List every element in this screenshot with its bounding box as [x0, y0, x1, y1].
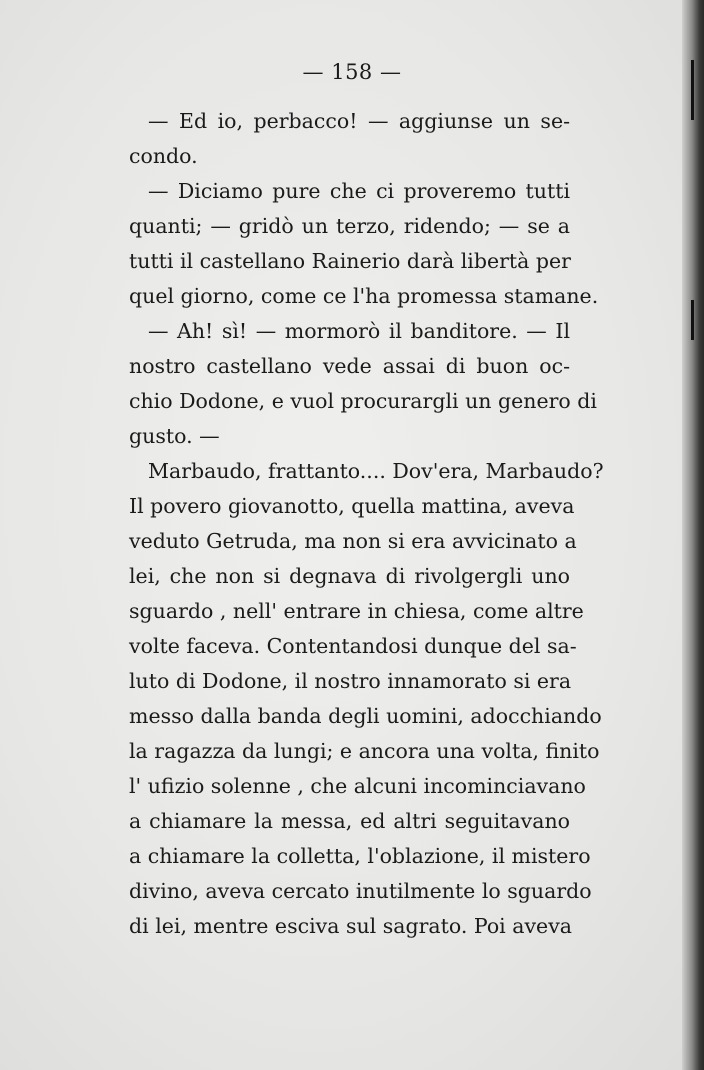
spine-mark: [691, 300, 694, 340]
text-line: Il povero giovanotto, quella mattina, aveva: [129, 494, 575, 518]
text-line: volte faceva. Contentandosi dunque del sa-: [129, 634, 577, 658]
text-line: nostro castellano vede assai di buon oc-: [129, 354, 570, 378]
page-number: — 158 —: [302, 60, 402, 84]
text-line: l' ufizio solenne , che alcuni incominciavano: [129, 774, 586, 798]
text-line: messo dalla banda degli uomini, adocchiando: [129, 704, 602, 728]
text-line: condo.: [129, 144, 198, 168]
text-line: chio Dodone, e vuol procurargli un genero di: [129, 389, 597, 413]
text-line: — Ed io, perbacco! — aggiunse un se-: [148, 109, 570, 133]
text-line: gusto. —: [129, 424, 220, 448]
text-line: — Diciamo pure che ci proveremo tutti: [148, 179, 570, 203]
text-line: la ragazza da lungi; e ancora una volta, finito: [129, 739, 600, 763]
text-line: a chiamare la colletta, l'oblazione, il mistero: [129, 844, 591, 868]
text-line: Marbaudo, frattanto.... Dov'era, Marbaudo?: [148, 459, 604, 483]
text-line: quel giorno, come ce l'ha promessa stamane.: [129, 284, 599, 308]
text-line: veduto Getruda, ma non si era avvicinato a: [129, 529, 577, 553]
text-line: tutti il castellano Rainerio darà libertà per: [129, 249, 571, 273]
book-spine-shadow: [682, 0, 704, 1070]
text-line: quanti; — gridò un terzo, ridendo; — se a: [129, 214, 570, 238]
spine-mark: [691, 60, 694, 120]
text-line: luto di Dodone, il nostro innamorato si era: [129, 669, 572, 693]
text-line: di lei, mentre esciva sul sagrato. Poi aveva: [129, 914, 572, 938]
text-line: divino, aveva cercato inutilmente lo sguardo: [129, 879, 592, 903]
text-line: — Ah! sì! — mormorò il banditore. — Il: [148, 319, 570, 343]
text-line: a chiamare la messa, ed altri seguitavano: [129, 809, 570, 833]
body-text: [129, 104, 604, 944]
text-line: sguardo , nell' entrare in chiesa, come altre: [129, 599, 584, 623]
text-line: lei, che non si degnava di rivolgergli uno: [129, 564, 570, 588]
